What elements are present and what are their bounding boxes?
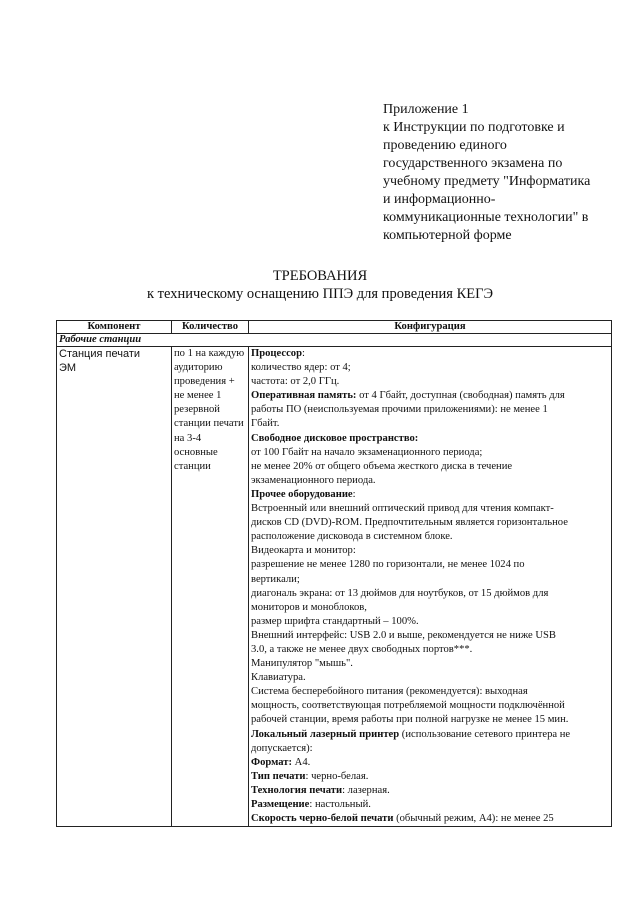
- config-line: не менее 20% от общего объема жесткого диска в течение: [251, 460, 513, 472]
- config-line: Прочее оборудование:: [251, 488, 356, 500]
- config-line: мониторов и моноблоков,: [251, 601, 367, 613]
- config-line: рабочей станции, время работы при полной нагрузке не менее 15 мин.: [251, 714, 569, 726]
- quantity-line: по 1 на каждую: [174, 348, 245, 359]
- section-row: [57, 334, 612, 347]
- config-line: Система бесперебойного питания (рекомендуется): выходная: [251, 686, 528, 698]
- appendix-reference: [383, 101, 628, 245]
- quantity-line: основные: [174, 446, 218, 458]
- component-line: ЭМ: [59, 362, 77, 375]
- header-configuration: Конфигурация: [249, 321, 612, 334]
- config-line: частота: от 2,0 ГГц.: [251, 376, 340, 388]
- config-line: экзаменационного периода.: [251, 474, 376, 486]
- config-line: Процессор:: [251, 348, 305, 359]
- config-line: расположение дисковода в системном блоке.: [251, 531, 453, 543]
- appendix-line: к Инструкции по подготовке и: [383, 120, 565, 135]
- appendix-line: учебному предмету "Информатика: [383, 174, 591, 189]
- quantity-line: резервной: [174, 404, 220, 416]
- config-line: 3.0, а также не менее двух свободных портов***.: [251, 643, 473, 655]
- config-line: Скорость черно-белой печати (обычный режим, А4): не менее 25: [251, 813, 554, 825]
- appendix-line: Приложение 1: [383, 102, 469, 117]
- config-line: Тип печати: черно-белая.: [251, 770, 369, 782]
- config-line: Внешний интерфейс: USB 2.0 и выше, рекомендуется не ниже USB: [251, 629, 556, 641]
- config-line-label: Скорость черно-белой печати: [251, 813, 394, 825]
- quantity-line: проведения +: [174, 376, 235, 388]
- config-line: Видеокарта и монитор:: [251, 545, 356, 557]
- component-line: Станция печати: [59, 348, 141, 360]
- config-line: количество ядер: от 4;: [251, 362, 351, 374]
- config-line-label: Тип печати: [251, 770, 306, 782]
- component-cell: [57, 347, 172, 827]
- config-line: допускается):: [251, 742, 313, 754]
- config-line: разрешение не менее 1280 по горизонтали, не менее 1024 по: [251, 559, 525, 571]
- document-subtitle: к техническому оснащению ППЭ для проведения КЕГЭ: [146, 286, 494, 302]
- config-line: дисков CD (DVD)-ROM. Предпочтительным является горизонтальное: [251, 517, 568, 529]
- configuration-cell: [249, 347, 612, 827]
- document-title: ТРЕБОВАНИЯ: [272, 268, 368, 284]
- config-line: Размещение: настольный.: [251, 799, 371, 810]
- appendix-line: коммуникационные технологии" в: [383, 210, 589, 225]
- config-line: Встроенный или внешний оптический привод для чтения компакт-: [251, 503, 554, 515]
- config-line: диагональ экрана: от 13 дюймов для ноутбуков, от 15 дюймов для: [251, 587, 549, 599]
- config-line-label: Локальный лазерный принтер: [251, 728, 400, 740]
- config-line-label: Процессор: [251, 348, 302, 359]
- header-component: Компонент: [57, 321, 172, 334]
- config-line: Гбайт.: [251, 418, 280, 430]
- quantity-line: на 3-4: [174, 432, 202, 444]
- config-line: Клавиатура.: [251, 672, 306, 684]
- requirements-table: [56, 320, 612, 827]
- config-line: [251, 432, 609, 446]
- config-line: Оперативная память: от 4 Гбайт, доступная (свободная) память для: [251, 390, 565, 402]
- header-quantity: Количество: [172, 321, 249, 334]
- appendix-line: компьютерной форме: [383, 228, 512, 243]
- config-line: Технология печати: лазерная.: [251, 784, 390, 796]
- config-line-label: Прочее оборудование: [251, 488, 353, 500]
- config-line-label: Размещение: [251, 799, 310, 810]
- config-line-label: Оперативная память:: [251, 390, 357, 402]
- config-line: мощность, соответствующая потребляемой мощности подключённой: [251, 700, 565, 712]
- table-row: [57, 347, 612, 827]
- quantity-cell: [172, 347, 249, 827]
- quantity-line: аудиторию: [174, 362, 223, 374]
- config-line-label: Формат:: [251, 756, 293, 768]
- section-label: Рабочие станции: [57, 334, 612, 347]
- config-line: от 100 Гбайт на начало экзаменационного периода;: [251, 446, 483, 458]
- appendix-line: государственного экзамена по: [383, 156, 563, 171]
- table-header-row: [57, 321, 612, 334]
- config-line-label: Технология печати: [251, 784, 343, 796]
- quantity-line: станции: [174, 460, 211, 472]
- appendix-line: проведению единого: [383, 138, 507, 153]
- config-line: вертикали;: [251, 573, 300, 585]
- config-line-label: Свободное дисковое пространство:: [251, 432, 419, 444]
- quantity-line: станции печати: [174, 418, 244, 430]
- config-line: Манипулятор "мышь".: [251, 658, 353, 670]
- config-line: Формат: А4.: [251, 756, 311, 768]
- config-line: размер шрифта стандартный – 100%.: [251, 615, 419, 627]
- appendix-line: и информационно-: [383, 192, 496, 207]
- config-line: Локальный лазерный принтер (использование сетевого принтера не: [251, 728, 571, 740]
- config-line: работы ПО (неиспользуемая прочими приложениями): не менее 1: [251, 404, 548, 416]
- quantity-line: не менее 1: [174, 390, 222, 402]
